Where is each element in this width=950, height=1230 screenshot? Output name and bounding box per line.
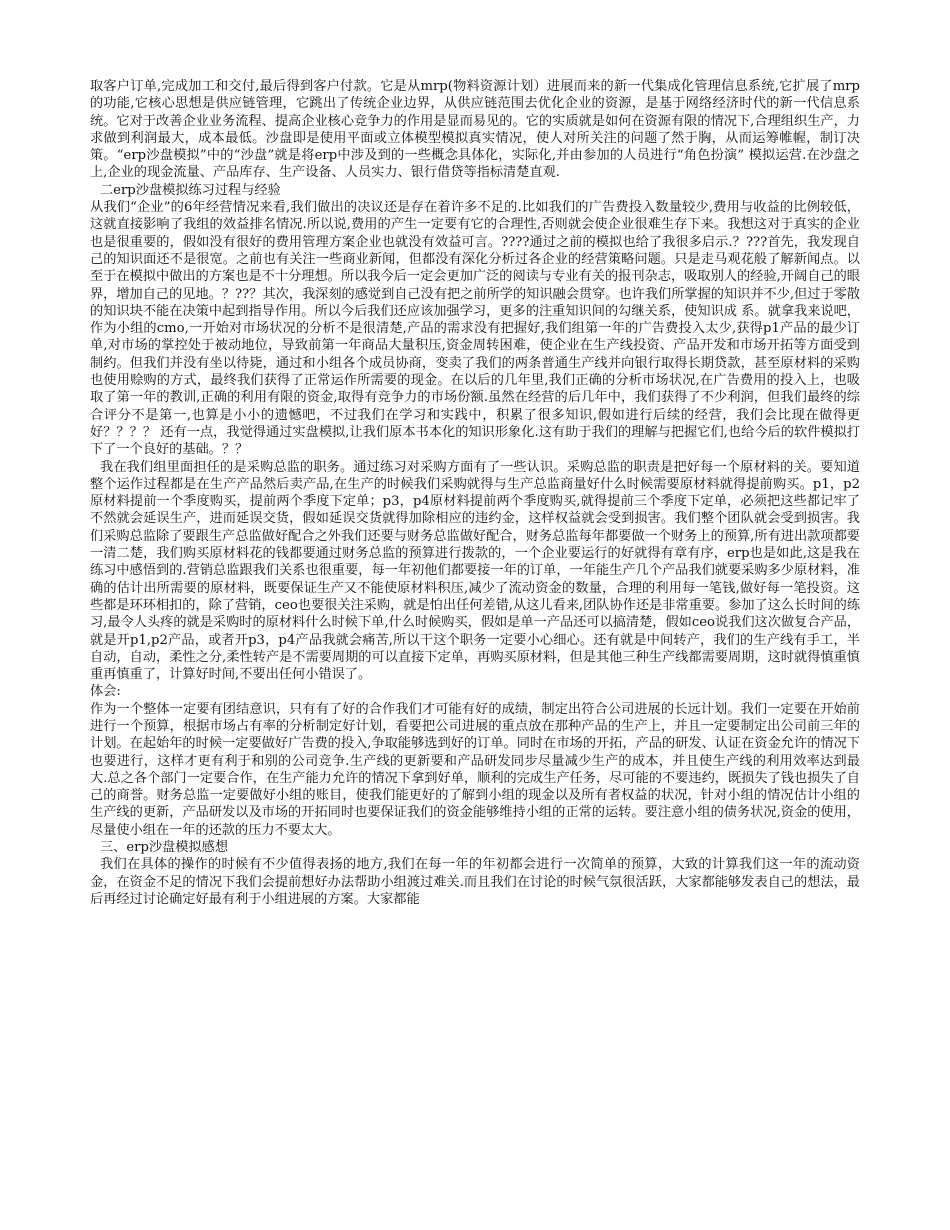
purchasing-paragraph: 我在我们组里面担任的是采购总监的职务。通过练习对采购方面有了一些认识。采购总监的职责是把好每一个原材料的关。要知道整个运作过程都是在生产产品然后卖产品,在生产的时候我们采购就得与生产总监商量好什么时候需要原材料就得提前购买。p1，p2原材料提前一个季度购买，提前两个季度下定单；p3，p4原材料提前两个季度购买,就得提前三个季度下定单，必须把这些都记牢了不然就会延误生产，进而延误交货，假如延误交货就得加除相应的违约金，这样权益就会受到损害。我们整个团队就会受到损害。我们采购总监除了要跟生产总监做好配合之外我们还要与财务总监做好配合，财务总监每年都要做一个财务上的预算,所有进出款项都要一清二楚，我们购买原材料花的钱都要通过财务总监的预算进行拨款的，一个企业要运行的好就得有章有序，erp也是如此,这是我在练习中感悟到的.营销总监跟我们关系也很重要，每一年初他们都要接一年的订单，一年能生产几个产品我们就要采购多少原材料，准确的估计出所需要的原材料，既要保证生产又不能使原材料积压,减少了流动资金的数量，合理的利用每一笔钱,做好每一笔投资。这些都是环环相扣的，除了营销，ceo也要很关注采购，就是怕出任何差错,从这儿看来,团队协作还是非常重要。参加了这么长时间的练习,最令人头疼的就是采购时的原材料什么时候下单,什么时候购买，假如是单一产品还可以搞清楚，假如ceo说我们这次做复合产品，就是开p1,p2产品，或者开p3，p4产品我就会痛苦,所以干这个职务一定要小心细心。还有就是中间转产，我们的生产线有手工，半自动，自动，柔性之分,柔性转产是不需要周期的可以直接下定单，再购买原材料，但是其他三种生产线都需要周期，这时就得慎重慎重再慎重了，计算好时间,不要出任何小错误了。 — [90, 459, 861, 683]
intro-paragraph: 取客户订单,完成加工和交付,最后得到客户付款。它是从mrp(物料资源计划）进展而来的新一代集成化管理信息系统,它扩展了mrp的功能,它核心思想是供应链管理，它跳出了传统企业边界，从供应链范围去优化企业的资源，是基于网络经济时代的新一代信息系统。它对于改善企业业务流程、提高企业核心竞争力的作用是显而易见的。它的实质就是如何在资源有限的情况下,合理组织生产，力求做到利润最大，成本最低。沙盘即是使用平面或立体模型模拟真实情况，使人对所关注的问题了然于胸，从而运筹帷幄，制订决策。“erp沙盘模拟”中的“沙盘”就是将erp中涉及到的一些概念具体化，实际化,并由参加的人员进行“角色扮演” 模拟运营.在沙盘之上,企业的现金流量、产品库存、生产设备、人员实力、银行借贷等指标清楚直观. — [90, 79, 860, 181]
section-heading-2: 二erp沙盘模拟练习过程与经验 — [100, 182, 281, 198]
thoughts-paragraph: 我们在具体的操作的时候有不少值得表扬的地方,我们在每一年的年初都会进行一次简单的预算，大致的计算我们这一年的流动资金，在资金不足的情况下我们会提前想好办法帮助小组渡过难关.而且我们在讨论的时候气氛很活跃，大家都能够发表自己的想法，最后再经过讨论确定好最有利于小组进展的方案。大家都能 — [90, 857, 860, 907]
section-heading-3: 三、erp沙盘模拟感想 — [100, 840, 229, 856]
reflection-paragraph: 作为一个整体一定要有团结意识，只有有了好的合作我们才可能有好的成绩，制定出符合公司进展的长远计划。我们一定要在开始前进行一个预算，根据市场占有率的分析制定好计划，看要把公司进展的重点放在那种产品的生产上，并且一定要制定出公司前三年的计划。在起始年的时候一定要做好广告费的投入,争取能够选到好的订单。同时在市场的开拓，产品的研发、认证在资金允许的情况下也要进行，这样才更有利于和别的公司竞争.生产线的更新要和产品研发同步尽量减少生产的成本，并且使生产线的利用效率达到最大.总之各个部门一定要合作，在生产能力允许的情况下拿到好单，顺利的完成生产任务，尽可能的不要违约，既损失了钱也损失了自己的商誉。财务总监一定要做好小组的账目，使我们能更好的了解到小组的现金以及所有者权益的状况，针对小组的情况估计小组的生产线的更新，产品研发以及市场的开拓同时也要保证我们的资金能够维持小组的正常的运转。要注意小组的债务状况,资金的使用，尽量使小组在一年的还款的压力不要太大。 — [90, 701, 860, 838]
experience-paragraph: 从我们“企业”的6年经营情况来看,我们做出的决议还是存在着许多不足的.比如我们的广告费投入数量较少,费用与收益的比例较低，这就直接影响了我组的效益排名情况.所以说,费用的产生一定要有它的合理性,否则就会使企业很难生存下来。我想这对于真实的企业也是很重要的，假如没有很好的费用管理方案企业也就没有效益可言。????通过之前的模拟也给了我很多启示.？???首先，我发现自己的知识面还不是很宽。之前也有关注一些商业新闻，但都没有深化分析过各企业的经营策略问题。只是走马观花般了解新闻点。以至于在模拟中做出的方案也是不十分理想。所以我今后一定会更加广泛的阅读与专业有关的报刊杂志，吸取别人的经验,开阔自己的眼界，增加自己的见地。？??？其次，我深刻的感觉到自己没有把之前所学的知识融会贯穿。也许我们所掌握的知识并不少,但过于零散的知识块不能在决策中起到指导作用。所以今后我们还应该加强学习，更多的注重知识间的勾继关系，使知识成 系。就拿我来说吧，作为小组的cmo,一开始对市场状况的分析不是很清楚,产品的需求没有把握好,我们组第一年的广告费投入太少,获得p1产品的最少订单,对市场的掌控处于被动地位，导致前第一年商品大量积压,资金周转困难，使企业在生产线投资、产品开发和市场开拓等方面受到制约。但我们并没有坐以待毙，通过和小组各个成员协商，变卖了我们的两条普通生产线并向银行取得长期贷款，甚至原材料的采购也使用赊购的方式，最终我们获得了正常运作所需要的现金。在以后的几年里,我们正确的分析市场状况,在广告费用的投入上，也吸取了第一年的教训,正确的利用有限的资金,取得有竞争力的市场份额.虽然在经营的后几年中，我们获得了不少利润，但我们最终的综合评分不是第一,也算是小小的遗憾吧，不过我们在学习和实践中，积累了很多知识,假如进行后续的经营，我们会比现在做得更好？？？？ 还有一点，我觉得通过实盘模拟,让我们原本书本化的知识形象化.这有助于我们的理解与把握它们,也给今后的软件模拟打下了一个良好的基础。？？ — [90, 200, 861, 458]
reflection-label: 体会: — [90, 684, 121, 700]
